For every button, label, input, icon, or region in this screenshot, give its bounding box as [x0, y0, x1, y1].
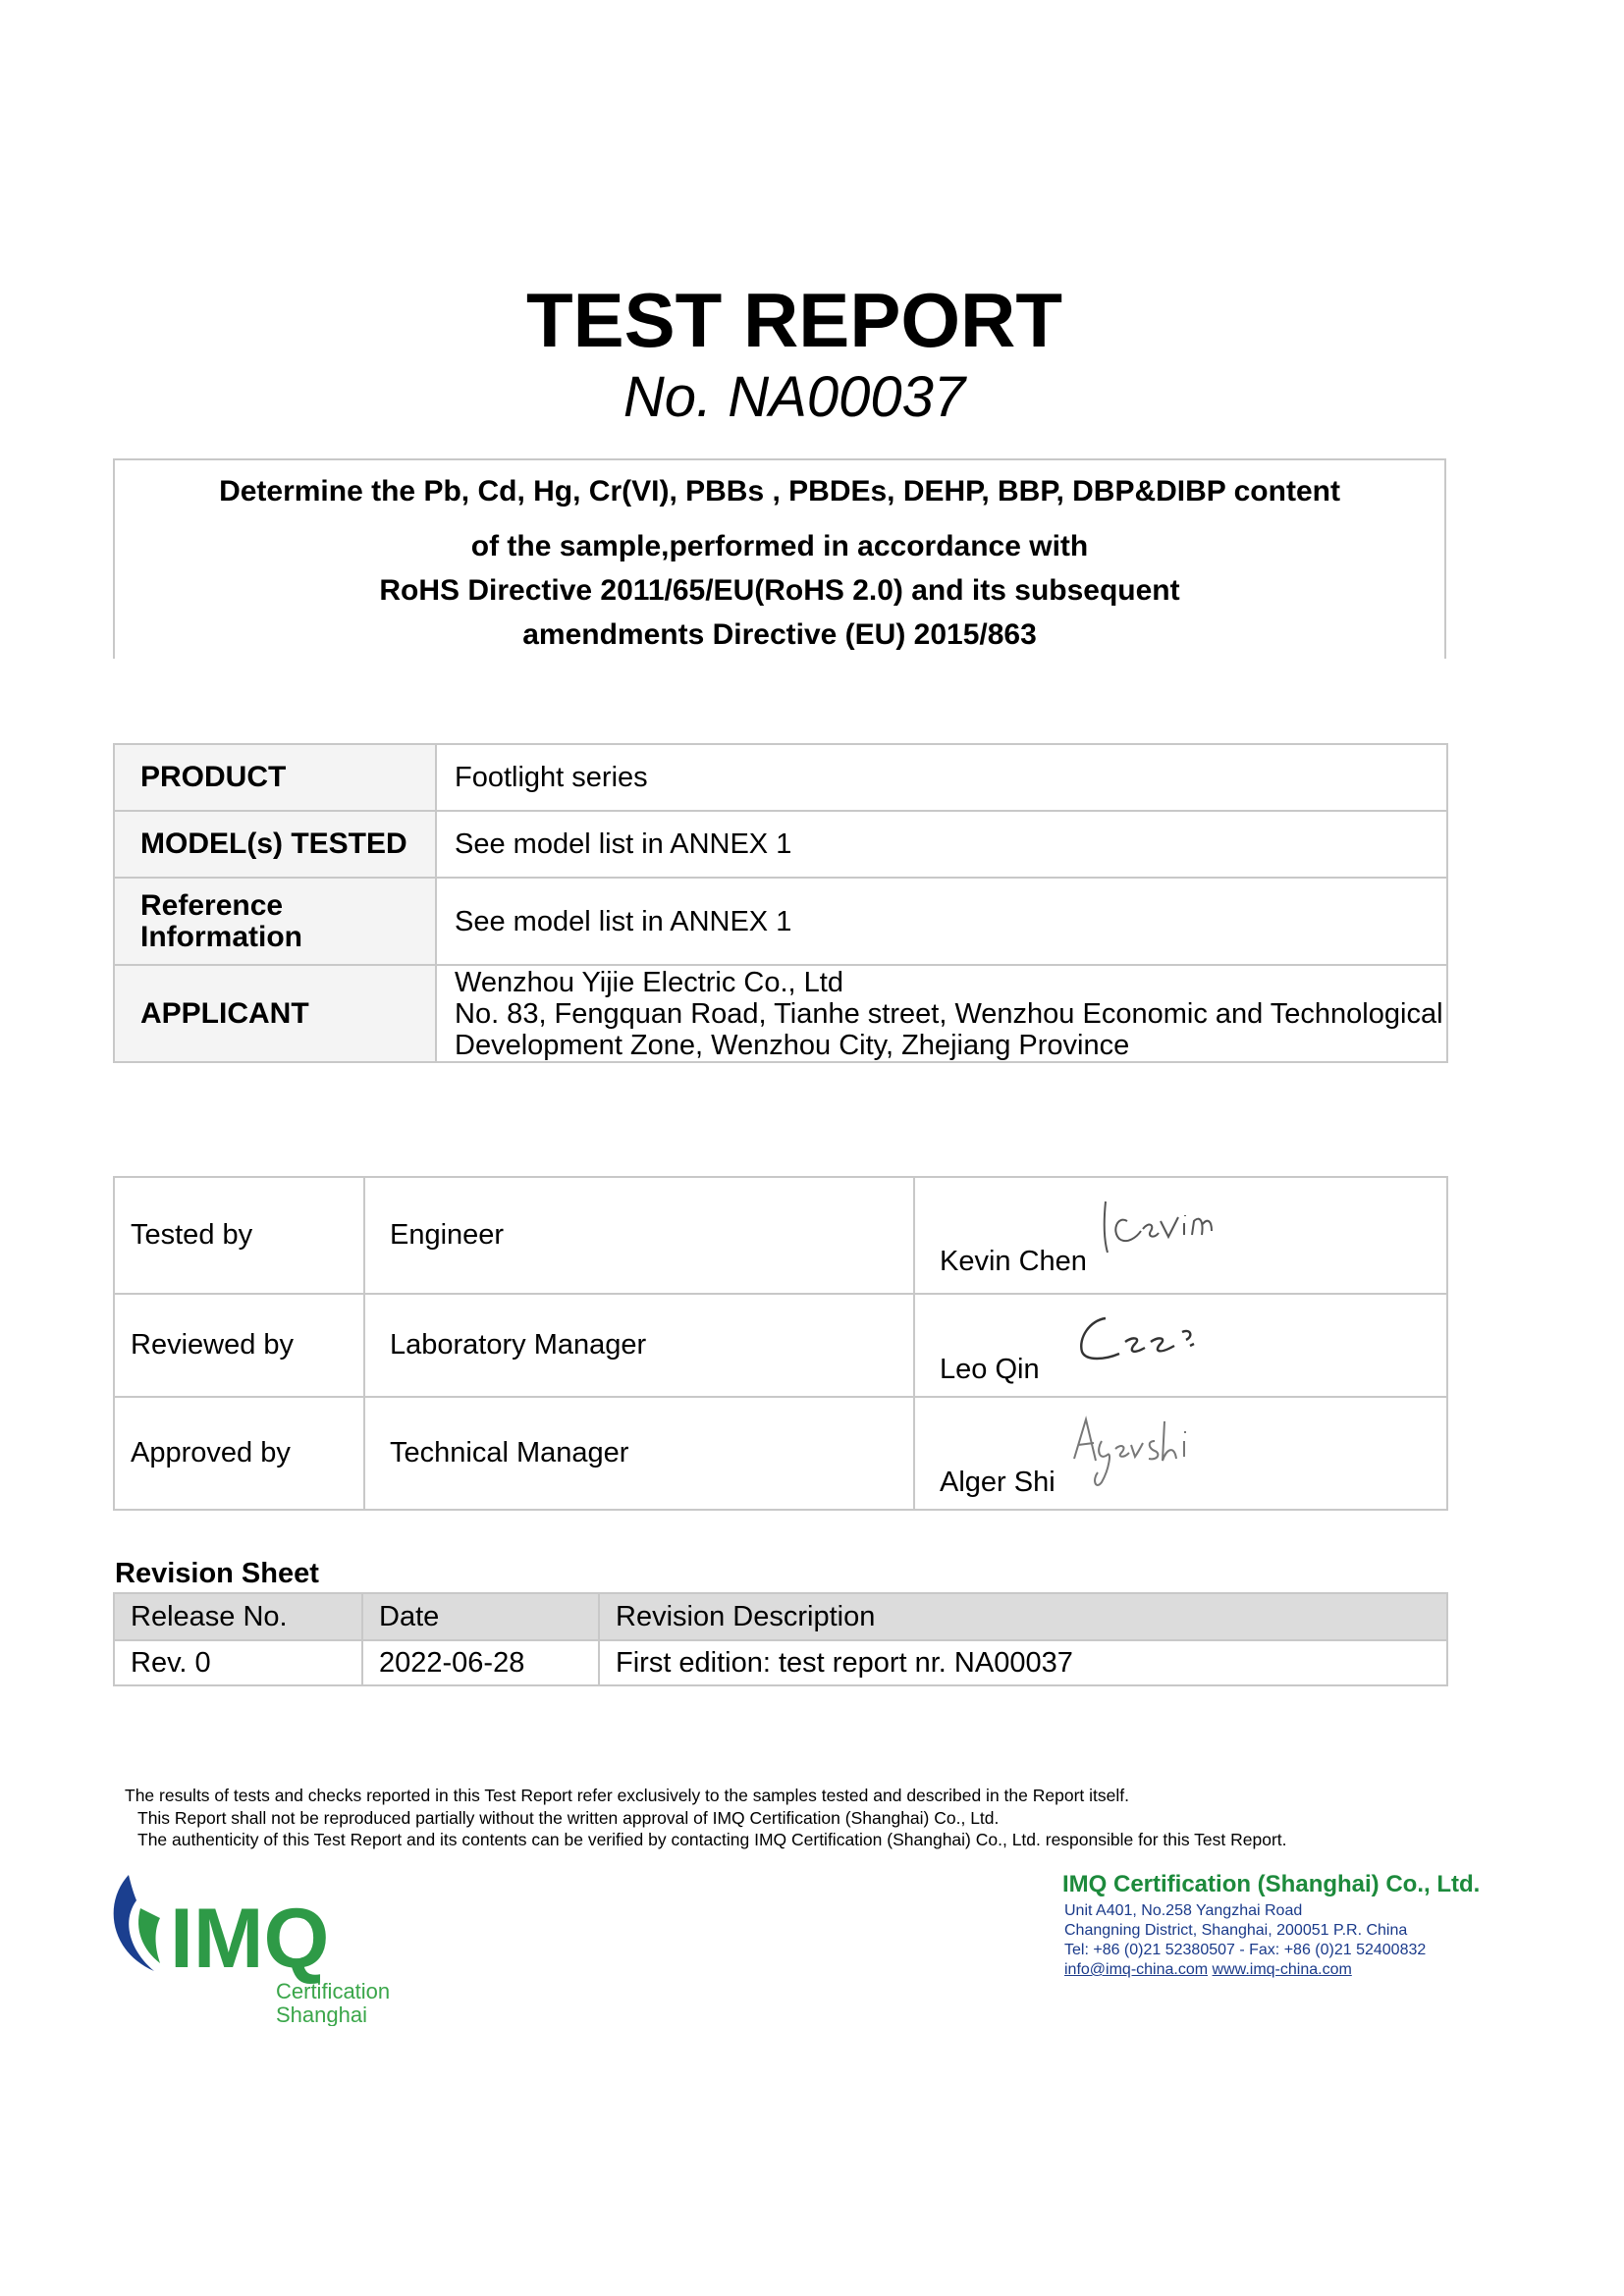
report-number: No. NA00037 [623, 365, 966, 429]
column-header: Release No. [114, 1593, 362, 1640]
applicant-value [436, 965, 1447, 1062]
role-title: Laboratory Manager [364, 1294, 914, 1397]
table-header-row [114, 1593, 1447, 1640]
reference-value: See model list in ANNEX 1 [436, 878, 1447, 965]
table-row [114, 1177, 1447, 1294]
address-line: Changning District, Shanghai, 200051 P.R. China [1064, 1922, 1408, 1939]
address-line: Unit A401, No.258 Yangzhai Road [1064, 1902, 1303, 1919]
report-title: TEST REPORT [525, 277, 1063, 363]
column-header: Revision Description [599, 1593, 1447, 1640]
logo-text: Shanghai [276, 2002, 367, 2026]
signature-table [113, 1176, 1448, 1511]
disclaimer-line: The authenticity of this Test Report and its contents can be verified by contacting IMQ Certification (Shanghai) Co., Ltd. responsible for this Test Report. [137, 1830, 1287, 1849]
product-value: Footlight series [436, 744, 1447, 811]
signatory-cell [914, 1294, 1447, 1397]
release-no-cell: Rev. 0 [114, 1640, 362, 1685]
table-row [114, 1294, 1447, 1397]
reference-label-line: Reference [140, 888, 284, 922]
applicant-label: APPLICANT [114, 965, 436, 1062]
signatory-cell [914, 1397, 1447, 1510]
company-address [1064, 1901, 1426, 1980]
date-cell: 2022-06-28 [362, 1640, 599, 1685]
logo-swoosh-green [138, 1908, 160, 1963]
company-name: IMQ Certification (Shanghai) Co., Ltd. [1062, 1871, 1481, 1897]
column-header: Date [362, 1593, 599, 1640]
table-row [114, 965, 1447, 1062]
role-label: Tested by [114, 1177, 364, 1294]
contact-links [1064, 1960, 1426, 1980]
reference-label [114, 878, 436, 965]
logo-text: Certification [276, 1979, 391, 2003]
signatory-cell [914, 1177, 1447, 1294]
handwritten-signature [1066, 1412, 1194, 1492]
product-info-table [113, 743, 1448, 1063]
applicant-line: Development Zone, Wenzhou City, Zhejiang Province [455, 1029, 1130, 1061]
scope-line: of the sample,performed in accordance with [470, 530, 1089, 562]
revision-sheet-title: Revision Sheet [115, 1558, 319, 1589]
role-label: Approved by [114, 1397, 364, 1510]
table-row [114, 1397, 1447, 1510]
product-label: PRODUCT [114, 744, 436, 811]
email-link[interactable]: info@imq-china.com [1064, 1961, 1209, 1978]
signatory-name: Leo Qin [940, 1354, 1040, 1385]
disclaimer-line: This Report shall not be reproduced partially without the written approval of IMQ Certification (Shanghai) Co., Ltd. [137, 1807, 1000, 1828]
description-cell: First edition: test report nr. NA00037 [599, 1640, 1447, 1685]
table-row [114, 1640, 1447, 1685]
table-row [114, 878, 1447, 965]
table-row [114, 744, 1447, 811]
handwritten-signature [1072, 1308, 1210, 1367]
applicant-line: Wenzhou Yijie Electric Co., Ltd [455, 966, 843, 998]
scope-line: Determine the Pb, Cd, Hg, Cr(VI), PBBs , PBDEs, DEHP, BBP, DBP&DIBP content [219, 475, 1340, 507]
signatory-name: Alger Shi [940, 1467, 1056, 1498]
applicant-line: No. 83, Fengquan Road, Tianhe street, Wenzhou Economic and Technological [455, 997, 1443, 1030]
scope-box [113, 458, 1446, 659]
models-label: MODEL(s) TESTED [114, 811, 436, 878]
imq-logo [111, 1873, 406, 2026]
role-title: Technical Manager [364, 1397, 914, 1510]
website-link[interactable]: www.imq-china.com [1212, 1961, 1352, 1978]
role-label: Reviewed by [114, 1294, 364, 1397]
table-row [114, 811, 1447, 878]
logo-wordmark: IMQ [170, 1892, 330, 1986]
reference-label-line: Information [140, 920, 302, 953]
disclaimer-line: The results of tests and checks reported in this Test Report refer exclusively to the samples tested and described in the Report itself. [125, 1786, 1129, 1805]
phone-fax-line: Tel: +86 (0)21 52380507 - Fax: +86 (0)21 52400832 [1064, 1942, 1427, 1958]
revision-table [113, 1592, 1448, 1686]
handwritten-signature [1098, 1192, 1216, 1258]
models-value: See model list in ANNEX 1 [436, 811, 1447, 878]
disclaimer [125, 1785, 1287, 1851]
scope-line: amendments Directive (EU) 2015/863 [522, 618, 1037, 651]
scope-line: RoHS Directive 2011/65/EU(RoHS 2.0) and its subsequent [379, 574, 1180, 607]
signatory-name: Kevin Chen [940, 1246, 1087, 1277]
role-title: Engineer [364, 1177, 914, 1294]
